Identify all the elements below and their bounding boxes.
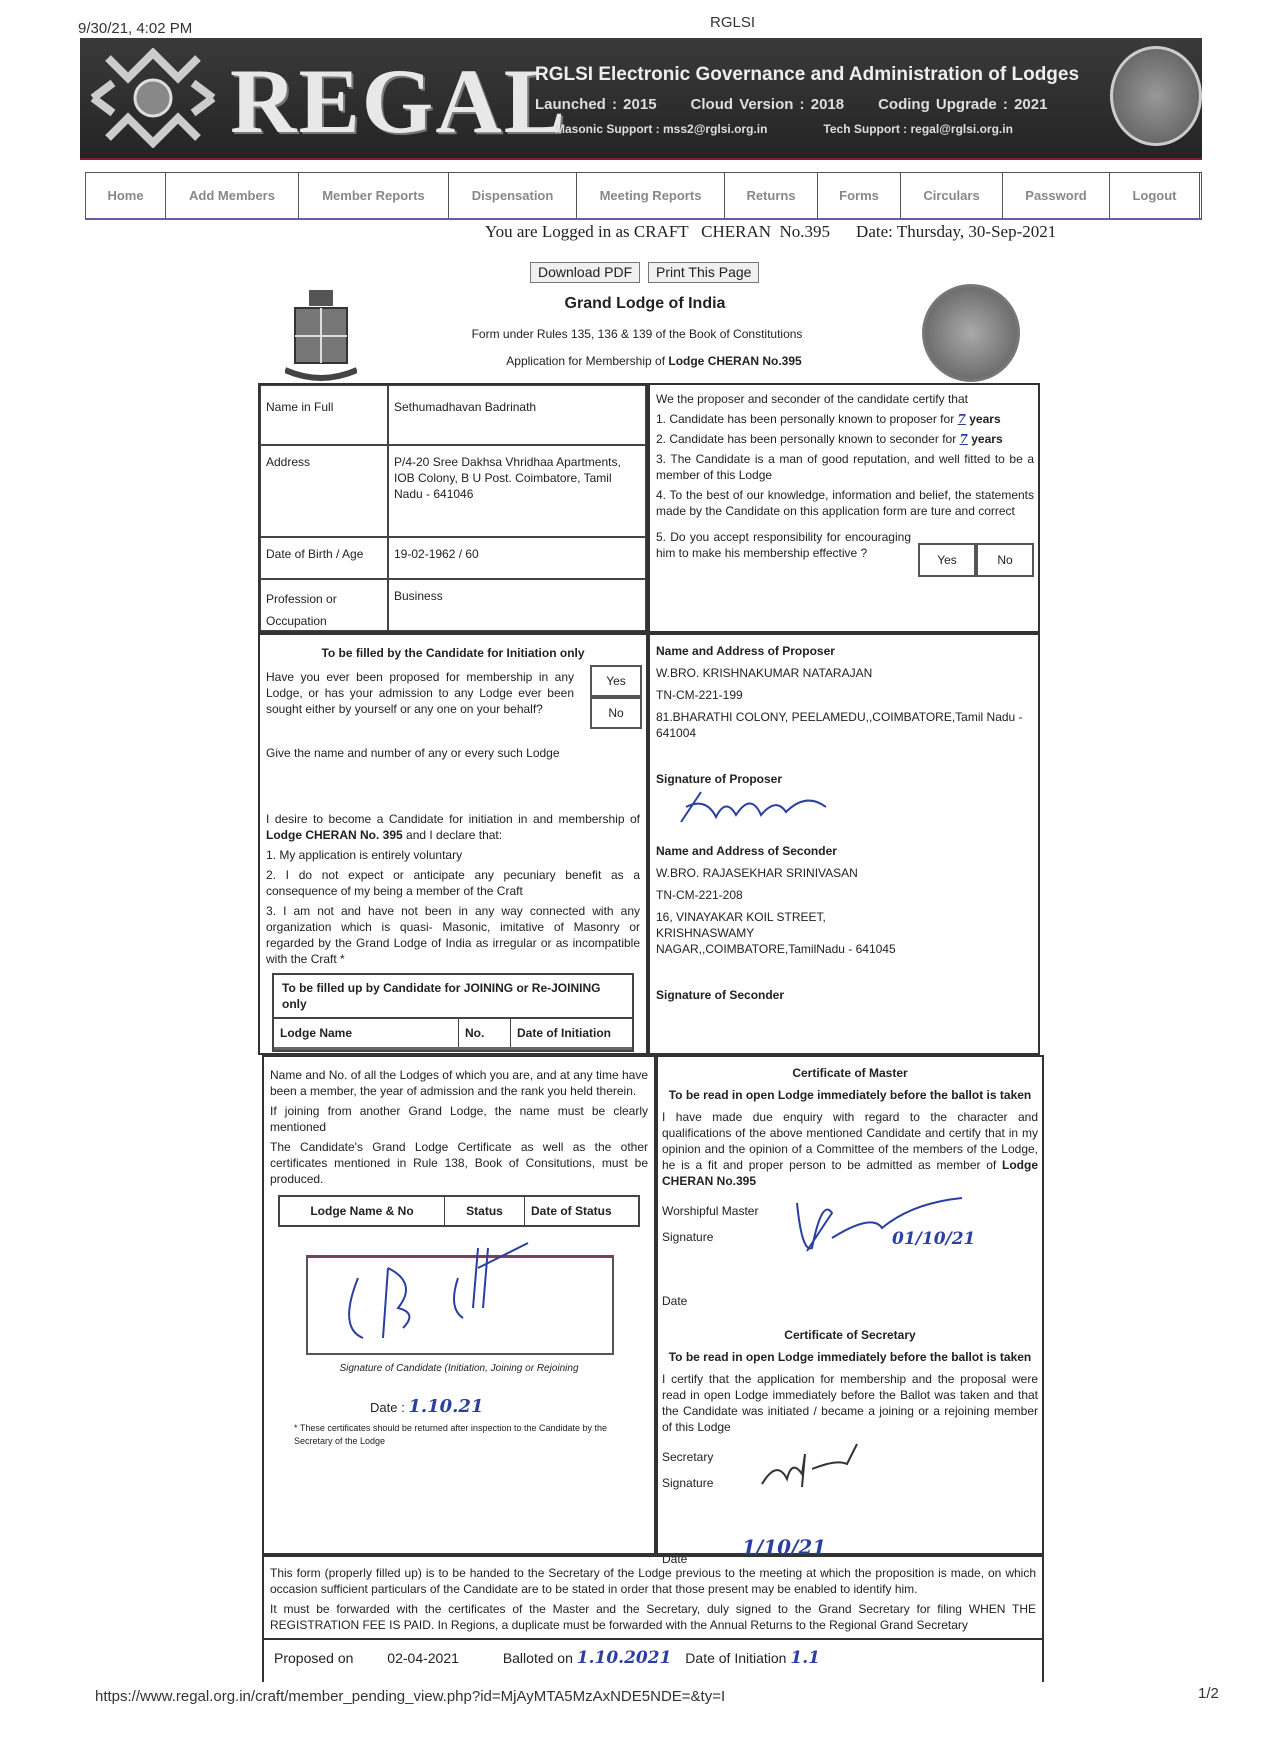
seconder-signature-label: Signature of Seconder	[656, 988, 785, 1002]
secretary-text: I certify that the application for membership and the proposal were read in open Lodge immediately before the Ballot was taken and that the Candidate was initiated / became a joining or a rejoining member of this Lodge	[662, 1372, 1038, 1434]
years-label: years	[971, 432, 1003, 446]
col-lodge-name-no: Lodge Name & No	[280, 1197, 445, 1225]
print-page-button[interactable]: Print This Page	[648, 262, 759, 283]
master-date-label: Date	[662, 1294, 688, 1308]
dates-row	[262, 1640, 1044, 1682]
master-heading: Certificate of Master	[792, 1066, 908, 1080]
known-to-proposer: 1. Candidate has been personally known to proposer for	[656, 412, 955, 426]
secretary-label: Secretary	[662, 1450, 714, 1464]
col-date-status: Date of Status	[531, 1204, 612, 1218]
initiation-date: 1.1	[790, 1648, 820, 1668]
proposed-before-yes[interactable]: Yes	[590, 665, 642, 697]
certify-line-4: 4. To the best of our knowledge, information and belief, the statements made by the Candidate on this application form are ture and correct	[656, 488, 1034, 518]
proposer-heading: Name and Address of Proposer	[656, 644, 835, 658]
banner	[80, 38, 1202, 160]
logged-in-text: You are Logged in as CRAFT CHERAN No.395	[485, 222, 831, 241]
form-rules: Form under Rules 135, 136 & 139 of the Book of Constitutions	[471, 327, 803, 341]
candidate-signature-box	[306, 1255, 614, 1355]
secretary-signature-label: Signature	[662, 1476, 714, 1490]
coding-upgrade: Coding Upgrade : 2021	[878, 96, 1048, 113]
regal-emblem-icon	[88, 48, 218, 148]
nav-circulars[interactable]: Circulars	[901, 173, 1003, 218]
master-text: I have made due enquiry with regard to the character and qualifications of the above mentioned Candidate and certify that in my opinion and the opinion of a Committee of the members of the Lodge, he is a fit and proper person to be admitted as member of	[662, 1110, 1038, 1172]
col-date-initiation: Date of Initiation	[517, 1026, 611, 1040]
proposed-date: 02-04-2021	[387, 1650, 459, 1666]
lodges-table	[278, 1195, 640, 1227]
secretary-heading: Certificate of Secretary	[784, 1328, 916, 1342]
proposer-signature	[676, 787, 856, 827]
initiation-label: Date of Initiation	[685, 1650, 787, 1666]
secretary-date: 1/10/21	[742, 1535, 827, 1559]
responsibility-yes[interactable]: Yes	[918, 543, 976, 577]
nav-add-members[interactable]: Add Members	[166, 173, 299, 218]
seconder-years: 7	[959, 432, 968, 446]
page-number: 1/2	[1198, 1685, 1219, 1702]
candidate-date: 1.10.21	[408, 1396, 484, 1417]
joining-heading: To be filled up by Candidate for JOINING or Re-JOINING only	[274, 975, 632, 1019]
col-status: Status	[445, 1197, 525, 1225]
proposer-signature-label: Signature of Proposer	[656, 772, 783, 786]
known-to-seconder: 2. Candidate has been personally known to seconder for	[656, 432, 957, 446]
profession-label: Profession or Occupation	[260, 579, 388, 631]
footer-note-2: It must be forwarded with the certificates of the Master and the Secretary, duly signed to the Grand Secretary for filing WHEN THE REGISTRATION FEE IS PAID. In Regions, a duplicate must be forwarded with the Annual Returns to the Regional Grand Secretary	[270, 1602, 1036, 1632]
certify-line-5: 5. Do you accept responsibility for encouraging him to make his membership effective ?	[656, 530, 911, 560]
seconder-heading: Name and Address of Seconder	[656, 844, 837, 858]
candidate-date-label: Date :	[370, 1400, 405, 1415]
master-signature-label: Signature	[662, 1230, 714, 1244]
desire-text: I desire to become a Candidate for initiation in and membership of	[266, 812, 640, 826]
desire-text-end: and I declare that:	[402, 828, 503, 842]
footer-note-1: This form (properly filled up) is to be handed to the Secretary of the Lodge previous to the meeting at which the proposition is made, on which occasion sufficient particulars of the Candidate are to be stated in order that those present may be enabled to identify him.	[270, 1566, 1036, 1596]
secretary-signature	[757, 1439, 907, 1489]
regal-logo-text: REGAL	[230, 50, 568, 152]
nav-returns[interactable]: Returns	[725, 173, 818, 218]
proposer-seconder-block	[648, 633, 1040, 1055]
nav-member-reports[interactable]: Member Reports	[299, 173, 449, 218]
certify-intro: We the proposer and seconder of the candidate certify that	[656, 392, 968, 406]
declaration-3: 3. I am not and have not been in any way connected with any organization which is quasi- Masonic, imitative of Masonry or regarded by the Grand Lodge of India as irregular or as incompatible with the Craft *	[266, 904, 640, 966]
application-label: Application for Membership of	[506, 354, 669, 368]
candidate-details	[258, 383, 648, 633]
address-value: P/4-20 Sree Dakhsa Vhridhaa Apartments, IOB Colony, B U Post. Coimbatore, Tamil Nadu - 641046	[388, 445, 646, 537]
certificates-block	[656, 1055, 1044, 1566]
application-lodge: Lodge CHERAN No.395	[668, 354, 802, 368]
candidate-signature-caption: Signature of Candidate (Initiation, Joining or Rejoining	[339, 1363, 579, 1374]
col-no: No.	[459, 1019, 511, 1047]
initiation-block	[258, 633, 648, 1055]
nav-bar	[85, 172, 1202, 220]
nav-home[interactable]: Home	[86, 173, 166, 218]
seconder-name: W.BRO. RAJASEKHAR SRINIVASAN	[656, 866, 858, 880]
nav-logout[interactable]: Logout	[1110, 173, 1200, 218]
worshipful-master-label: Worshipful Master	[662, 1204, 759, 1218]
name-value: Sethumadhavan Badrinath	[388, 385, 646, 445]
lodges-text-1: Name and No. of all the Lodges of which you are, and at any time have been a member, the year of admission and the rank you held therein.	[270, 1068, 648, 1098]
certification-block	[648, 383, 1040, 633]
masonic-support: Masonic Support : mss2@rglsi.org.in	[555, 122, 768, 136]
declaration-2: 2. I do not expect or anticipate any pecuniary benefit as a consequence of my being a member of the Craft	[266, 868, 640, 898]
give-lodge-text: Give the name and number of any or every such Lodge	[266, 746, 560, 760]
dob-value: 19-02-1962 / 60	[388, 537, 646, 579]
name-label: Name in Full	[260, 385, 388, 445]
responsibility-no[interactable]: No	[976, 543, 1034, 577]
form-title: Grand Lodge of India	[564, 295, 726, 312]
desire-lodge: Lodge CHERAN No. 395	[266, 828, 403, 842]
address-label: Address	[260, 445, 388, 537]
initiation-heading: To be filled by the Candidate for Initiation only	[321, 646, 585, 660]
joining-table	[272, 973, 634, 1052]
master-date-handwritten: 01/10/21	[892, 1229, 976, 1249]
nav-meeting-reports[interactable]: Meeting Reports	[577, 173, 725, 218]
proposed-label: Proposed on	[274, 1650, 354, 1666]
balloted-date: 1.10.2021	[576, 1648, 672, 1668]
master-subheading: To be read in open Lodge immediately before the ballot is taken	[668, 1088, 1032, 1102]
tech-support: Tech Support : regal@rglsi.org.in	[823, 122, 1013, 136]
lodges-text-2: If joining from another Grand Lodge, the name must be clearly mentioned	[270, 1104, 648, 1134]
seconder-address: 16, VINAYAKAR KOIL STREET, KRISHNASWAMY NAGAR,,COIMBATORE,TamilNadu - 641045	[656, 910, 896, 956]
certificates-note: * These certificates should be returned after inspection to the Candidate by the Secretary of the Lodge	[294, 1423, 608, 1446]
print-datetime: 9/30/21, 4:02 PM	[78, 20, 193, 37]
proposer-years: 7	[957, 412, 966, 426]
proposed-before-no[interactable]: No	[590, 697, 642, 729]
certify-line-3: 3. The Candidate is a man of good reputation, and well fitted to be a member of this Lodge	[656, 452, 1034, 482]
seconder-id: TN-CM-221-208	[656, 888, 743, 902]
declaration-1: 1. My application is entirely voluntary	[266, 848, 463, 862]
cloud-version: Cloud Version : 2018	[690, 96, 845, 113]
col-lodge-name: Lodge Name	[274, 1019, 459, 1047]
profession-value: Business	[388, 579, 646, 631]
footer-note	[262, 1555, 1044, 1640]
nav-dispensation[interactable]: Dispensation	[449, 173, 577, 218]
print-title: RGLSI	[710, 14, 756, 31]
banner-title: RGLSI Electronic Governance and Administration of Lodges	[535, 64, 1080, 85]
secretary-date-label: Date	[662, 1552, 688, 1566]
proposer-address: 81.BHARATHI COLONY, PEELAMEDU,,COIMBATORE,Tamil Nadu - 641004	[656, 710, 1023, 740]
previous-lodges-block	[262, 1055, 656, 1555]
years-label: years	[969, 412, 1001, 426]
dob-label: Date of Birth / Age	[260, 537, 388, 579]
download-pdf-button[interactable]: Download PDF	[530, 262, 640, 283]
proposer-id: TN-CM-221-199	[656, 688, 743, 702]
candidate-signature	[308, 1238, 608, 1348]
balloted-label: Balloted on	[502, 1650, 573, 1666]
proposer-name: W.BRO. KRISHNAKUMAR NATARAJAN	[656, 666, 873, 680]
launched: Launched : 2015	[535, 96, 657, 113]
master-lodge: Lodge CHERAN No.395	[662, 1158, 1038, 1188]
nav-password[interactable]: Password	[1003, 173, 1110, 218]
print-url: https://www.regal.org.in/craft/member_pending_view.php?id=MjAyMTA5MzAxNDE5NDE=&ty=I	[95, 1688, 726, 1705]
initiation-question: Have you ever been proposed for membership in any Lodge, or has your admission to any Lodge ever been sought either by yourself or any one on your behalf?	[266, 670, 574, 716]
current-date: Date: Thursday, 30-Sep-2021	[856, 222, 1057, 241]
secretary-subheading: To be read in open Lodge immediately before the ballot is taken	[668, 1350, 1032, 1364]
lodges-text-3: The Candidate's Grand Lodge Certificate as well as the other certificates mentioned in Rule 138, Book of Consitutions, must be produced.	[270, 1140, 648, 1186]
nav-forms[interactable]: Forms	[818, 173, 901, 218]
regional-grand-lodge-seal-icon	[1110, 46, 1202, 146]
